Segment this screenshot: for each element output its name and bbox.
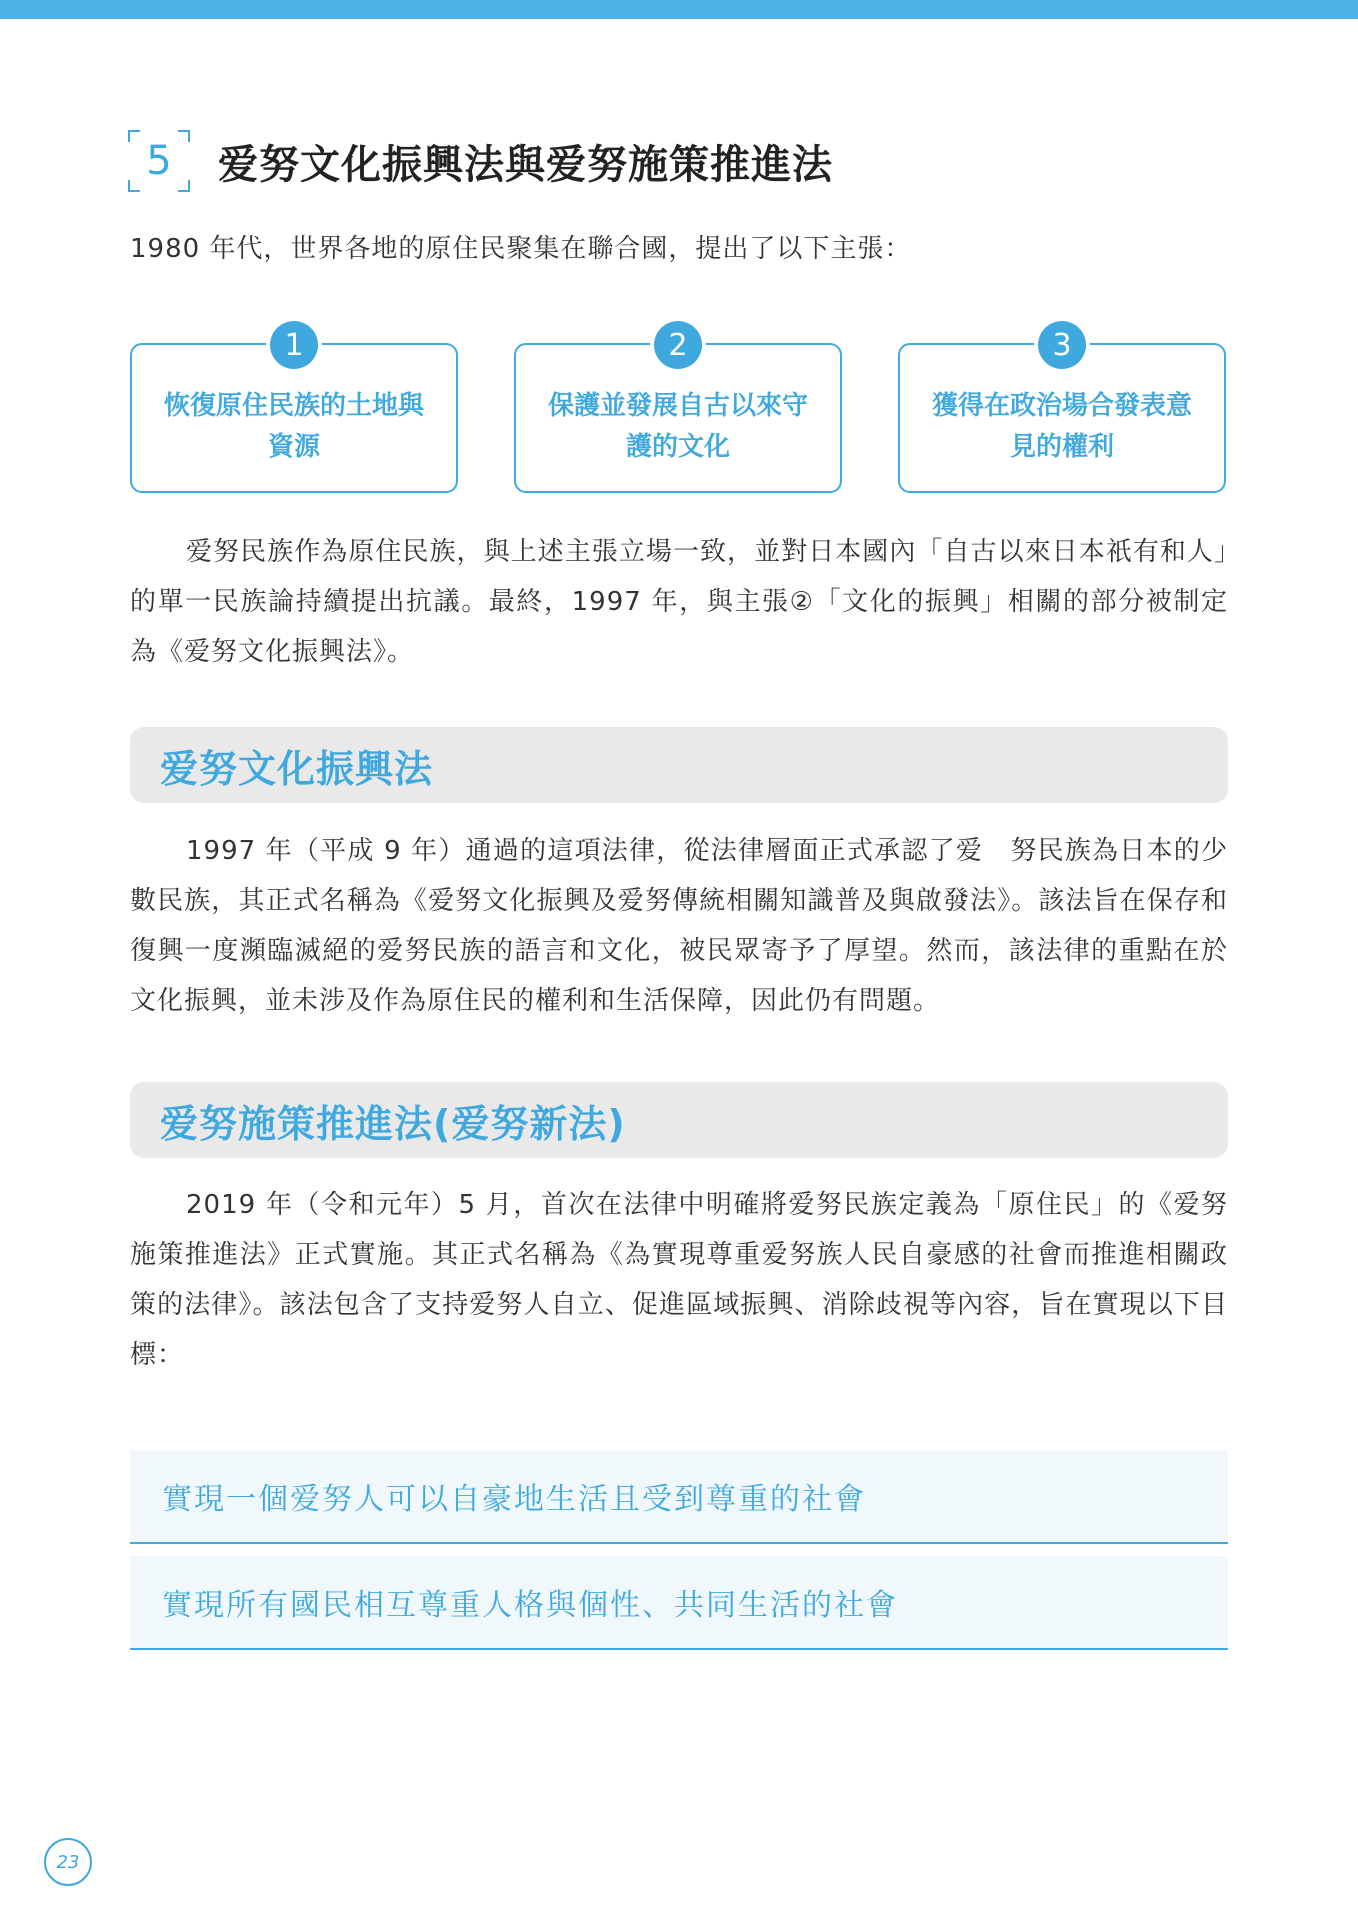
bracket-corner [178, 180, 190, 192]
bracket-corner [128, 130, 140, 142]
claim-card-2 [514, 327, 842, 493]
section-number [128, 130, 190, 192]
goal-item-1: 實現一個爱努人可以自豪地生活且受到尊重的社會 [130, 1450, 1228, 1544]
claim-text: 獲得在政治場合發表意見的權利 [931, 391, 1192, 462]
section-title: 爱努文化振興法與爱努施策推進法 [218, 141, 833, 188]
intro-text: 1980 年代，世界各地的原住民聚集在聯合國，提出了以下主張： [130, 234, 912, 264]
claim-number-badge: 1 [270, 321, 318, 369]
claim-number-badge: 2 [654, 321, 702, 369]
bracket-corner [178, 130, 190, 142]
subheading-policy-law: 爱努施策推進法(爱努新法) [130, 1082, 1228, 1158]
section-heading [128, 130, 833, 192]
claim-number-badge: 3 [1038, 321, 1086, 369]
bracket-corner [128, 180, 140, 192]
goal-item-2: 實現所有國民相互尊重人格與個性、共同生活的社會 [130, 1556, 1228, 1650]
top-accent-bar [0, 0, 1358, 19]
claim-card-1 [130, 327, 458, 493]
section-number-text: 5 [146, 138, 172, 184]
paragraph-cultural-law: 1997 年（平成 9 年）通過的這項法律，從法律層面正式承認了爱 努民族為日本的少數民族，其正式名稱為《爱努文化振興及爱努傳統相關知識普及與啟發法》。該法旨在保存和復興一度瀕臨滅絕的爱努民族的語言和文化，被民眾寄予了厚望。然而，該法律的重點在於文化振興，並未涉及作為原住民的權利和生活保障，因此仍有問題。 [130, 836, 1228, 1016]
claim-card-3 [898, 327, 1226, 493]
page-number: 23 [44, 1838, 92, 1886]
claim-text: 恢復原住民族的土地與資源 [163, 391, 424, 462]
claim-text: 保護並發展自古以來守護的文化 [547, 391, 808, 462]
subheading-cultural-law: 爱努文化振興法 [130, 727, 1228, 803]
paragraph-intro: 爱努民族作為原住民族，與上述主張立場一致，並對日本國內「自古以來日本祇有和人」的單一民族論持續提出抗議。最終，1997 年，與主張②「文化的振興」相關的部分被制定為《爱努文化振興法》。 [130, 537, 1228, 667]
paragraph-policy-law: 2019 年（令和元年）5 月，首次在法律中明確將爱努民族定義為「原住民」的《爱努施策推進法》正式實施。其正式名稱為《為實現尊重爱努族人民自豪感的社會而推進相關政策的法律》。該法包含了支持爱努人自立、促進區域振興、消除歧視等內容，旨在實現以下目標： [130, 1190, 1228, 1370]
